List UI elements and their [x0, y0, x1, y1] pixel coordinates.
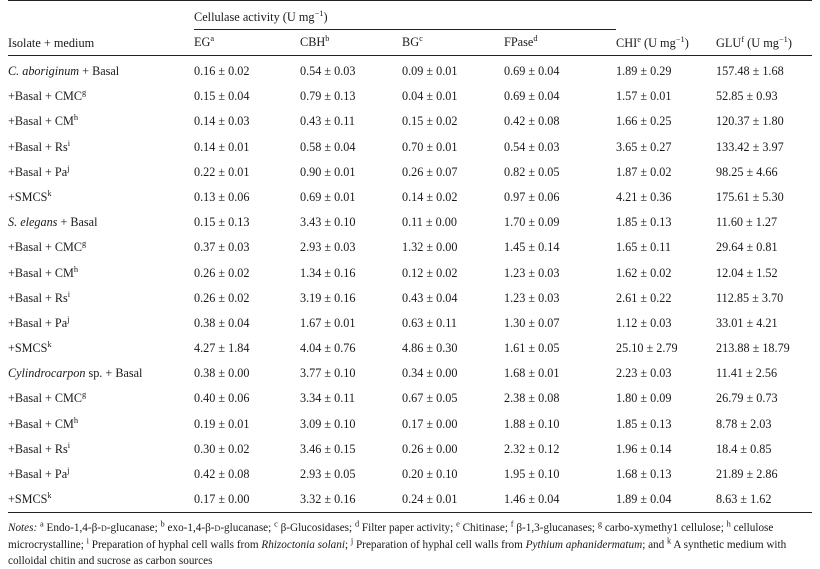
footnote-text-c: β-Glucosidases; — [277, 522, 355, 535]
eg-label: EG — [194, 35, 211, 49]
cell-eg: 0.38 ± 0.00 — [194, 366, 250, 381]
cell-eg: 0.17 ± 0.00 — [194, 492, 250, 507]
table-bottom-rule — [8, 512, 812, 513]
cell-eg: 0.15 ± 0.04 — [194, 89, 250, 104]
column-header-eg — [194, 30, 300, 56]
footnote-marker-a: a — [40, 519, 44, 529]
row-label-text: +SMCS — [8, 341, 48, 356]
fpase-footnote-marker: d — [533, 33, 538, 43]
cell-fpase: 1.45 ± 0.14 — [504, 240, 560, 255]
cell-glu: 11.60 ± 1.27 — [716, 215, 778, 230]
cell-chi: 1.12 ± 0.03 — [616, 315, 672, 330]
cell-glu: 26.79 ± 0.73 — [716, 391, 778, 406]
column-header-cellulase-group — [194, 1, 616, 30]
cell-eg: 0.30 ± 0.02 — [194, 441, 250, 456]
chi-label: CHI — [616, 36, 638, 50]
cbh-label: CBH — [300, 35, 326, 49]
table-row — [8, 286, 812, 311]
cell-cbh: 0.54 ± 0.03 — [300, 64, 356, 78]
cell-eg: 0.16 ± 0.02 — [194, 64, 250, 78]
cell-cbh: 2.93 ± 0.03 — [300, 240, 356, 255]
row-label — [8, 286, 194, 311]
table-row — [8, 260, 812, 285]
row-label-footnote-marker: k — [47, 340, 52, 349]
row-label-text: +Basal + Rs — [8, 290, 68, 305]
footnote-marker-k: k — [667, 535, 672, 545]
footnote-j-species: Pythium aphanidermatum — [525, 538, 643, 551]
cell-eg: 0.13 ± 0.06 — [194, 189, 250, 204]
table-header — [8, 1, 812, 56]
cell-eg: 0.22 ± 0.01 — [194, 164, 250, 179]
cell-eg: 0.15 ± 0.13 — [194, 215, 250, 230]
footnote-text-k: A synthetic medium with colloidal chitin and sucrose as carbon sources — [8, 538, 787, 567]
cell-bg: 0.70 ± 0.01 — [402, 139, 458, 154]
cell-cbh: 3.09 ± 0.10 — [300, 416, 356, 431]
cell-fpase: 1.68 ± 0.01 — [504, 366, 560, 381]
table-row — [8, 311, 812, 336]
cell-bg: 0.34 ± 0.00 — [402, 366, 458, 381]
cell-fpase: 1.46 ± 0.04 — [504, 492, 560, 507]
column-header-glu — [716, 1, 812, 56]
row-label — [8, 462, 194, 487]
cellulase-group-exponent: −1 — [314, 8, 324, 18]
row-label-footnote-marker: j — [67, 163, 70, 173]
footnote-text-a: Endo-1,4-β- — [43, 522, 101, 535]
cell-bg: 1.32 ± 0.00 — [402, 240, 458, 255]
row-label-text: +SMCS — [8, 492, 48, 507]
table-row — [8, 462, 812, 487]
cell-bg: 0.09 ± 0.01 — [402, 64, 458, 78]
cell-cbh: 3.46 ± 0.15 — [300, 441, 356, 456]
cell-fpase: 1.23 ± 0.03 — [504, 290, 560, 305]
column-header-cbh — [300, 30, 402, 56]
row-label-text: + Basal — [79, 64, 120, 78]
cell-glu: 18.4 ± 0.85 — [716, 441, 772, 456]
glu-unit-exponent: −1 — [778, 34, 788, 44]
cell-bg: 0.11 ± 0.00 — [402, 215, 457, 230]
footnote-i-species: Rhizoctonia solani — [261, 538, 345, 551]
cell-chi: 1.85 ± 0.13 — [616, 215, 672, 230]
footnote-marker-j: j — [350, 535, 354, 545]
column-header-isolate — [8, 1, 194, 56]
cell-fpase: 1.70 ± 0.09 — [504, 215, 560, 230]
footnote-g-rest: xymethy1 cellulose; — [633, 522, 727, 535]
cell-chi: 1.68 ± 0.13 — [616, 467, 672, 481]
cell-eg: 0.26 ± 0.02 — [194, 265, 250, 280]
cell-cbh: 2.93 ± 0.05 — [300, 467, 356, 481]
cell-eg: 0.14 ± 0.03 — [194, 114, 250, 129]
cbh-footnote-marker: b — [325, 33, 330, 43]
row-label-footnote-marker: h — [73, 113, 79, 123]
cell-eg: 0.37 ± 0.03 — [194, 240, 250, 255]
cell-glu: 133.42 ± 3.97 — [716, 139, 784, 154]
cell-fpase: 0.82 ± 0.05 — [504, 164, 560, 179]
cell-cbh: 0.69 ± 0.01 — [300, 189, 356, 204]
cell-cbh: 0.58 ± 0.04 — [300, 139, 356, 154]
column-header-chi — [616, 1, 716, 56]
table-row — [8, 160, 812, 185]
row-label-footnote-marker: k — [47, 188, 52, 198]
footnote-marker-e: e — [456, 519, 460, 529]
enzyme-activity-table — [8, 0, 812, 512]
cell-chi: 1.85 ± 0.13 — [616, 416, 672, 431]
cell-glu: 213.88 ± 18.79 — [716, 341, 790, 356]
table-row — [8, 109, 812, 134]
footnote-text-b: exo-1,4-β- — [164, 522, 215, 535]
cell-fpase: 0.54 ± 0.03 — [504, 139, 560, 154]
row-label — [8, 235, 194, 260]
fpase-label: FPase — [504, 35, 534, 49]
table-row — [8, 487, 812, 512]
column-header-bg — [402, 30, 504, 56]
footnote-j-end: ; and — [642, 538, 668, 551]
cell-glu: 8.78 ± 2.03 — [716, 416, 772, 431]
row-label-text: + Basal — [57, 215, 98, 230]
table-row — [8, 84, 812, 109]
footnote-j-continued: from — [501, 538, 526, 551]
cell-chi: 4.21 ± 0.36 — [616, 189, 672, 204]
notes-label: Notes: — [8, 522, 38, 535]
header-row-group — [8, 1, 812, 30]
row-label-species: C. aboriginum — [8, 64, 80, 78]
cell-bg: 0.14 ± 0.02 — [402, 189, 458, 204]
cell-fpase: 0.69 ± 0.04 — [504, 64, 560, 78]
cell-glu: 157.48 ± 1.68 — [716, 64, 784, 78]
glu-unit: (U mg — [744, 36, 779, 50]
footnote-text-i: Preparation of hyphal cell walls from — [88, 538, 262, 551]
cell-bg: 0.17 ± 0.00 — [402, 416, 458, 431]
cell-chi: 1.62 ± 0.02 — [616, 265, 672, 280]
cell-eg: 4.27 ± 1.84 — [194, 341, 250, 356]
cell-cbh: 3.19 ± 0.16 — [300, 290, 356, 305]
glu-unit-close: ) — [787, 36, 792, 50]
row-label-footnote-marker: g — [82, 390, 87, 400]
row-label-text: +Basal + CM — [8, 416, 74, 431]
column-header-fpase — [504, 30, 616, 56]
cell-bg: 0.63 ± 0.11 — [402, 315, 457, 330]
row-label-text: +Basal + CM — [8, 114, 74, 129]
cell-cbh: 1.67 ± 0.01 — [300, 315, 356, 330]
row-label — [8, 134, 194, 159]
table-row — [8, 361, 812, 386]
cellulase-group-close: ) — [323, 10, 328, 24]
cell-bg: 0.26 ± 0.07 — [402, 164, 458, 179]
footnote-b-rest: -glucanase; — [220, 522, 275, 535]
cell-bg: 0.26 ± 0.00 — [402, 441, 458, 456]
chi-unit: (U mg — [640, 36, 676, 50]
bg-label: BG — [402, 35, 420, 49]
cell-fpase: 1.88 ± 0.10 — [504, 416, 560, 431]
row-label-footnote-marker: i — [67, 138, 71, 148]
chi-unit-exponent: −1 — [675, 34, 685, 44]
cell-chi: 1.89 ± 0.04 — [616, 492, 672, 507]
cell-glu: 120.37 ± 1.80 — [716, 114, 784, 129]
row-label-footnote-marker: g — [82, 88, 87, 98]
cell-glu: 12.04 ± 1.52 — [716, 265, 778, 280]
cell-cbh: 1.34 ± 0.16 — [300, 265, 356, 280]
cell-bg: 0.15 ± 0.02 — [402, 114, 458, 129]
cell-chi: 1.87 ± 0.02 — [616, 164, 672, 179]
cell-cbh: 3.34 ± 0.11 — [300, 391, 355, 406]
cell-chi: 1.89 ± 0.29 — [616, 64, 672, 78]
row-label — [8, 84, 194, 109]
cell-glu: 8.63 ± 1.62 — [716, 492, 772, 507]
table-row — [8, 437, 812, 462]
cell-glu: 11.41 ± 2.56 — [716, 366, 778, 381]
cell-cbh: 0.90 ± 0.01 — [300, 164, 356, 179]
row-label — [8, 437, 194, 462]
cell-chi: 1.57 ± 0.01 — [616, 89, 672, 104]
footnote-a-smallcaps: d — [101, 522, 107, 535]
cell-eg: 0.19 ± 0.01 — [194, 416, 250, 431]
footnote-marker-c: c — [274, 519, 278, 529]
cell-fpase: 2.32 ± 0.12 — [504, 441, 560, 456]
cell-chi: 25.10 ± 2.79 — [616, 341, 678, 356]
cell-glu: 29.64 ± 0.81 — [716, 240, 778, 255]
row-label — [8, 412, 194, 437]
row-label — [8, 260, 194, 285]
footnote-i-end: ; — [344, 538, 351, 551]
row-label — [8, 210, 194, 235]
chi-unit-close: ) — [684, 36, 689, 50]
cell-cbh: 0.43 ± 0.11 — [300, 114, 355, 129]
row-label — [8, 311, 194, 336]
cell-chi: 3.65 ± 0.27 — [616, 139, 672, 154]
cell-chi: 1.96 ± 0.14 — [616, 441, 672, 456]
footnote-text-g: carbo- — [602, 522, 634, 535]
row-label-text: +SMCS — [8, 189, 48, 204]
cell-bg: 0.67 ± 0.05 — [402, 391, 458, 406]
row-label-footnote-marker: j — [67, 314, 70, 324]
row-label — [8, 109, 194, 134]
footnote-text-j: Preparation of hyphal cell walls — [353, 538, 499, 551]
table-row — [8, 134, 812, 159]
cell-fpase: 1.95 ± 0.10 — [504, 467, 560, 481]
footnote-a-rest: -glucanase; — [106, 522, 161, 535]
footnote-marker-g: g — [597, 519, 603, 529]
cell-bg: 0.04 ± 0.01 — [402, 89, 458, 104]
footnote-text-e: Chitinase; — [459, 522, 511, 535]
row-label-footnote-marker: g — [82, 239, 87, 249]
cell-chi: 1.80 ± 0.09 — [616, 391, 672, 406]
table-row — [8, 235, 812, 260]
cell-chi: 2.61 ± 0.22 — [616, 290, 672, 305]
cell-eg: 0.26 ± 0.02 — [194, 290, 250, 305]
cell-fpase: 1.30 ± 0.07 — [504, 315, 560, 330]
cell-eg: 0.38 ± 0.04 — [194, 315, 250, 330]
glu-label: GLU — [716, 36, 742, 50]
row-label-footnote-marker: j — [67, 465, 70, 475]
row-label-footnote-marker: h — [73, 264, 79, 274]
row-label-species: S. elegans — [8, 215, 58, 230]
cell-cbh: 3.32 ± 0.16 — [300, 492, 356, 507]
cell-chi: 1.65 ± 0.11 — [616, 240, 672, 255]
table-row — [8, 336, 812, 361]
row-label-footnote-marker: h — [73, 415, 79, 425]
footnote-b-smallcaps: d — [214, 522, 221, 535]
column-header-isolate-label: Isolate + medium — [8, 36, 95, 50]
row-label — [8, 185, 194, 210]
table-row — [8, 412, 812, 437]
cell-cbh: 3.77 ± 0.10 — [300, 366, 356, 381]
row-label-text: +Basal + CMC — [8, 391, 83, 406]
cell-glu: 112.85 ± 3.70 — [716, 290, 784, 305]
cell-fpase: 0.69 ± 0.04 — [504, 89, 560, 104]
row-label — [8, 386, 194, 411]
row-label-text: +Basal + Pa — [8, 164, 68, 179]
chi-footnote-marker: e — [637, 34, 641, 44]
table-row — [8, 386, 812, 411]
cell-glu: 33.01 ± 4.21 — [716, 315, 778, 330]
cell-glu: 175.61 ± 5.30 — [716, 189, 784, 204]
table-notes — [8, 520, 812, 569]
footnote-marker-d: d — [354, 519, 360, 529]
row-label-species: Cylindrocarpon — [8, 366, 86, 381]
cell-cbh: 0.79 ± 0.13 — [300, 89, 356, 104]
row-label-footnote-marker: i — [67, 440, 71, 450]
footnote-marker-h: h — [726, 519, 731, 529]
row-label — [8, 361, 194, 386]
cell-chi: 1.66 ± 0.25 — [616, 114, 672, 129]
cell-eg: 0.14 ± 0.01 — [194, 139, 250, 154]
cell-fpase: 2.38 ± 0.08 — [504, 391, 560, 406]
cell-cbh: 3.43 ± 0.10 — [300, 215, 356, 230]
row-label — [8, 336, 194, 361]
row-label — [8, 160, 194, 185]
row-label — [8, 56, 194, 85]
row-label-text: +Basal + Pa — [8, 467, 68, 481]
footnote-text-f: β-1,3-glucanases; — [513, 522, 598, 535]
row-label-footnote-marker: i — [67, 289, 71, 299]
cell-eg: 0.42 ± 0.08 — [194, 467, 250, 481]
row-label-text: sp. + Basal — [85, 366, 143, 381]
footnote-marker-i: i — [86, 535, 89, 545]
bg-footnote-marker: c — [419, 33, 423, 43]
table-row — [8, 210, 812, 235]
cell-bg: 0.20 ± 0.10 — [402, 467, 458, 481]
cell-chi: 2.23 ± 0.03 — [616, 366, 672, 381]
row-label-text: +Basal + Pa — [8, 315, 68, 330]
cell-glu: 98.25 ± 4.66 — [716, 164, 778, 179]
cell-bg: 0.12 ± 0.02 — [402, 265, 458, 280]
footnote-marker-b: b — [160, 519, 165, 529]
cell-glu: 52.85 ± 0.93 — [716, 89, 778, 104]
table-row — [8, 185, 812, 210]
cell-bg: 0.43 ± 0.04 — [402, 290, 458, 305]
table-body — [8, 56, 812, 513]
footnote-marker-f: f — [510, 519, 514, 529]
row-label-text: +Basal + Rs — [8, 441, 68, 456]
glu-footnote-marker: f — [741, 34, 745, 44]
row-label-text: +Basal + CM — [8, 265, 74, 280]
row-label-footnote-marker: k — [47, 491, 52, 501]
cell-fpase: 1.23 ± 0.03 — [504, 265, 560, 280]
row-label — [8, 487, 194, 512]
cell-bg: 4.86 ± 0.30 — [402, 341, 458, 356]
footnote-text-d: Filter paper activity; — [359, 522, 457, 535]
row-label-text: +Basal + Rs — [8, 139, 68, 154]
row-label-text: +Basal + CMC — [8, 240, 83, 255]
cell-glu: 21.89 ± 2.86 — [716, 467, 778, 481]
cell-fpase: 0.97 ± 0.06 — [504, 189, 560, 204]
table-row — [8, 56, 812, 85]
cell-eg: 0.40 ± 0.06 — [194, 391, 250, 406]
eg-footnote-marker: a — [210, 33, 215, 43]
cell-bg: 0.24 ± 0.01 — [402, 492, 458, 507]
cell-fpase: 0.42 ± 0.08 — [504, 114, 560, 129]
cell-fpase: 1.61 ± 0.05 — [504, 341, 560, 356]
footnote-text-h: cellulose microcrystalline; — [8, 522, 774, 551]
row-label-text: +Basal + CMC — [8, 89, 83, 104]
cell-cbh: 4.04 ± 0.76 — [300, 341, 356, 356]
cellulase-group-label: Cellulase activity (U mg — [194, 10, 315, 24]
